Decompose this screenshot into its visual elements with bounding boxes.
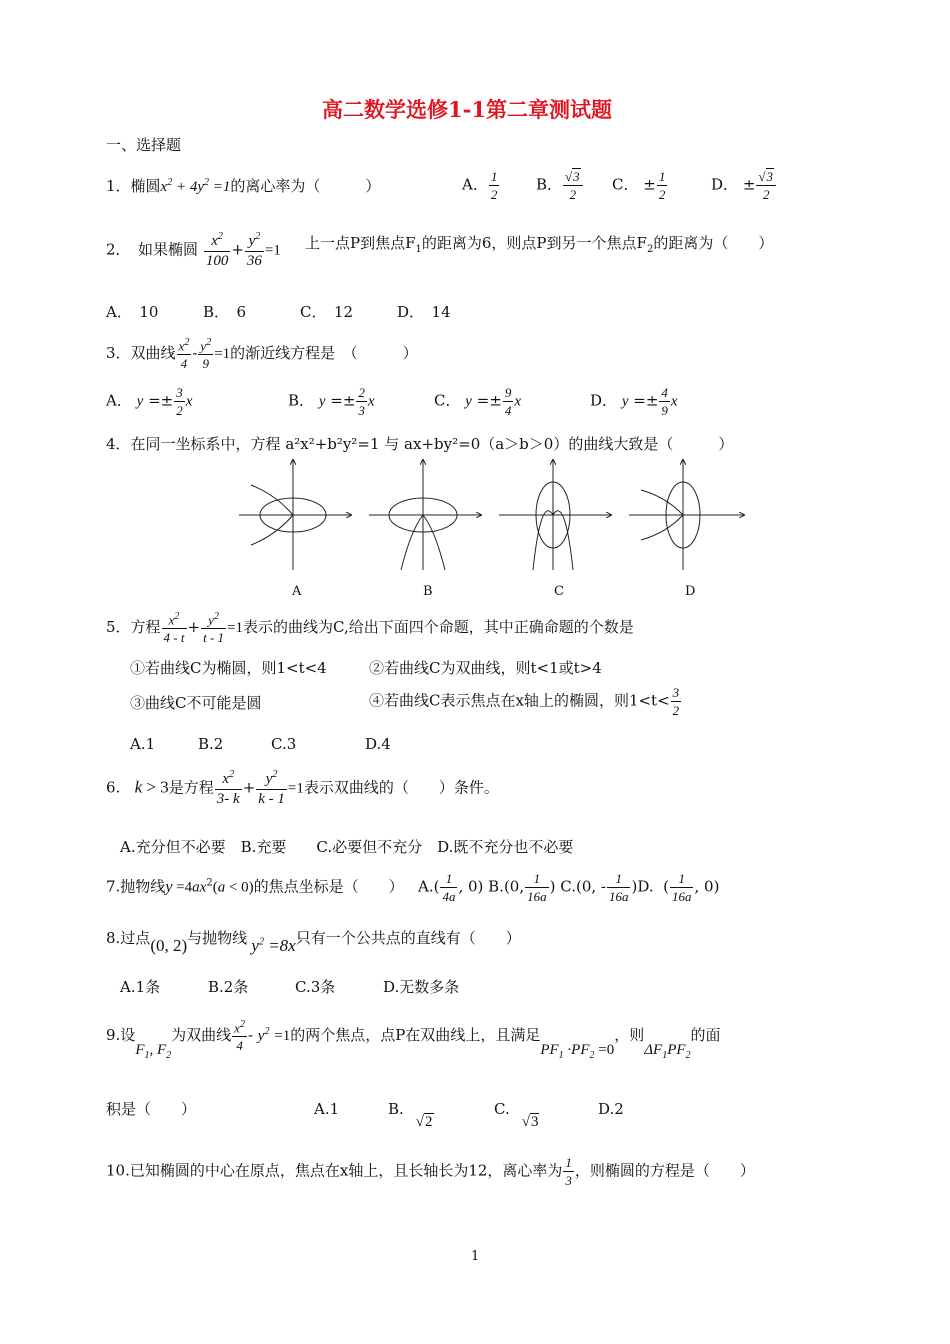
q5-option-c: C.3: [271, 735, 297, 753]
q2-option-b: B． 6: [203, 303, 247, 321]
graph-c: [499, 460, 611, 570]
q8-option-a: A.1条: [120, 978, 161, 996]
q4-label-d: D: [685, 584, 696, 599]
q5-proposition-3: ③曲线C不可能是圆: [130, 694, 262, 712]
question-5: 5．方程 $\frac{x^2}{4 - t}$ + $\frac{y^2}{t - 1}$ =1表示的曲线为C,给出下面四个命题，其中正确命题的个数是: [106, 611, 634, 646]
question-3: 3．双曲线 $\frac{x^2}{4}$ - $\frac{y^2}{9}$ =1的渐近线方程是 （ ）: [106, 337, 418, 372]
question-7: 7.抛物线$y =4ax^2(a < 0)$的焦点坐标是（ ） A.( $\frac{1}{4a}$ , 0) B.(0, $\frac{1}{16a}$ ) C.(0, - $\frac{1}{16a}$ )D. ( $\frac{1}{16a}$ , 0): [106, 871, 720, 904]
q4-label-a: A: [292, 584, 302, 599]
q5-proposition-1: ①若曲线C为椭圆，则1<t<4: [130, 659, 327, 677]
graph-d: [629, 460, 744, 570]
q8-option-b: B.2条: [208, 978, 249, 996]
q5-option-a: A.1: [130, 735, 156, 753]
page-number: 1: [471, 1249, 480, 1264]
question-2: 2． 如果椭圆 $\frac{x^2}{100}$ + $\frac{y^2}{36}$ =1: [106, 231, 281, 269]
q1-option-d: D． ± $\frac{√3}{2}$: [711, 170, 777, 201]
q9-option-c: C.√3: [494, 1100, 539, 1130]
q8-option-c: C.3条: [295, 978, 336, 996]
q2-option-a: A． 10: [106, 303, 159, 321]
q3-option-a: A． y =± $\frac{3}{2}$ x: [106, 385, 193, 418]
q5-proposition-4: ④若曲线C表示焦点在x轴上的椭圆，则1<t< $\frac{3}{2}$: [369, 685, 680, 718]
question-9: 9.设$F_1$, $F_2$为双曲线 $\frac{x^2}{4}$ - $y^2 =1$的两个焦点，点P在双曲线上，且满足$PF_1 \cdot PF_2 =0$，则$\Delta F_1PF_2$的面: [106, 1019, 721, 1062]
q1-text-post: 的离心率为（ ）: [230, 177, 381, 195]
section-heading: 一、选择题: [106, 136, 182, 154]
q2-option-c: C． 12: [300, 303, 354, 321]
graph-b: [369, 460, 481, 570]
page-title: 高二数学选修1-1第二章测试题: [322, 97, 612, 122]
q9-option-d: D.2: [598, 1100, 624, 1118]
q8-option-d: D.无数多条: [383, 978, 460, 996]
q5-option-d: D.4: [365, 735, 391, 753]
q9-text-line2: 积是（ ）: [106, 1100, 197, 1118]
q1-option-a: A． $\frac{1}{2}$: [462, 169, 498, 202]
graph-a: [239, 460, 351, 570]
q1-text: 1．椭圆: [106, 177, 161, 195]
q6-options: A.充分但不必要 B.充要 C.必要但不充分 D.既不充分也不必要: [120, 838, 574, 856]
q5-proposition-2: ②若曲线C为双曲线，则t<1或t>4: [369, 659, 602, 677]
q9-option-a: A.1: [314, 1100, 340, 1118]
question-4: 4．在同一坐标系中，方程 a²x²+b²y²=1 与 ax+by²=0（a＞b＞0）的曲线大致是（ ）: [106, 435, 734, 453]
q2-option-d: D． 14: [397, 303, 451, 321]
q2-text: 上一点P到焦点$F_1$的距离为6，则点P到另一个焦点$F_2$的距离为（ ）: [305, 234, 774, 255]
q4-label-b: B: [423, 584, 433, 599]
q3-option-b: B． y =± $\frac{2}{3}$ x: [288, 385, 375, 418]
question-8: 8.过点(0, 2)与抛物线 $y^2 =8x$只有一个公共点的直线有（ ）: [106, 929, 521, 955]
q5-option-b: B.2: [198, 735, 224, 753]
q9-option-b: B.√2: [388, 1100, 433, 1130]
question-1: [106, 178, 380, 195]
q4-graphs: [236, 455, 756, 575]
q3-option-d: D． y =± $\frac{4}{9}$ x: [590, 385, 678, 418]
q3-option-c: C． y =± $\frac{9}{4}$ x: [434, 385, 522, 418]
q4-label-c: C: [554, 584, 564, 599]
q1-equation: $x^2 + 4y^2 =1$: [160, 177, 231, 195]
question-10: 10.已知椭圆的中心在原点，焦点在x轴上，且长轴长为12，离心率为 $\frac{1}{3}$ ，则椭圆的方程是（ ）: [106, 1155, 755, 1188]
q1-option-c: C． ± $\frac{1}{2}$: [612, 169, 666, 202]
q1-option-b: B． $\frac{√3}{2}$: [536, 170, 584, 201]
question-6: 6. k > 3是方程 $\frac{x^2}{3- k}$ + $\frac{y^2}{k - 1}$ =1表示双曲线的（ ）条件。: [106, 769, 499, 807]
